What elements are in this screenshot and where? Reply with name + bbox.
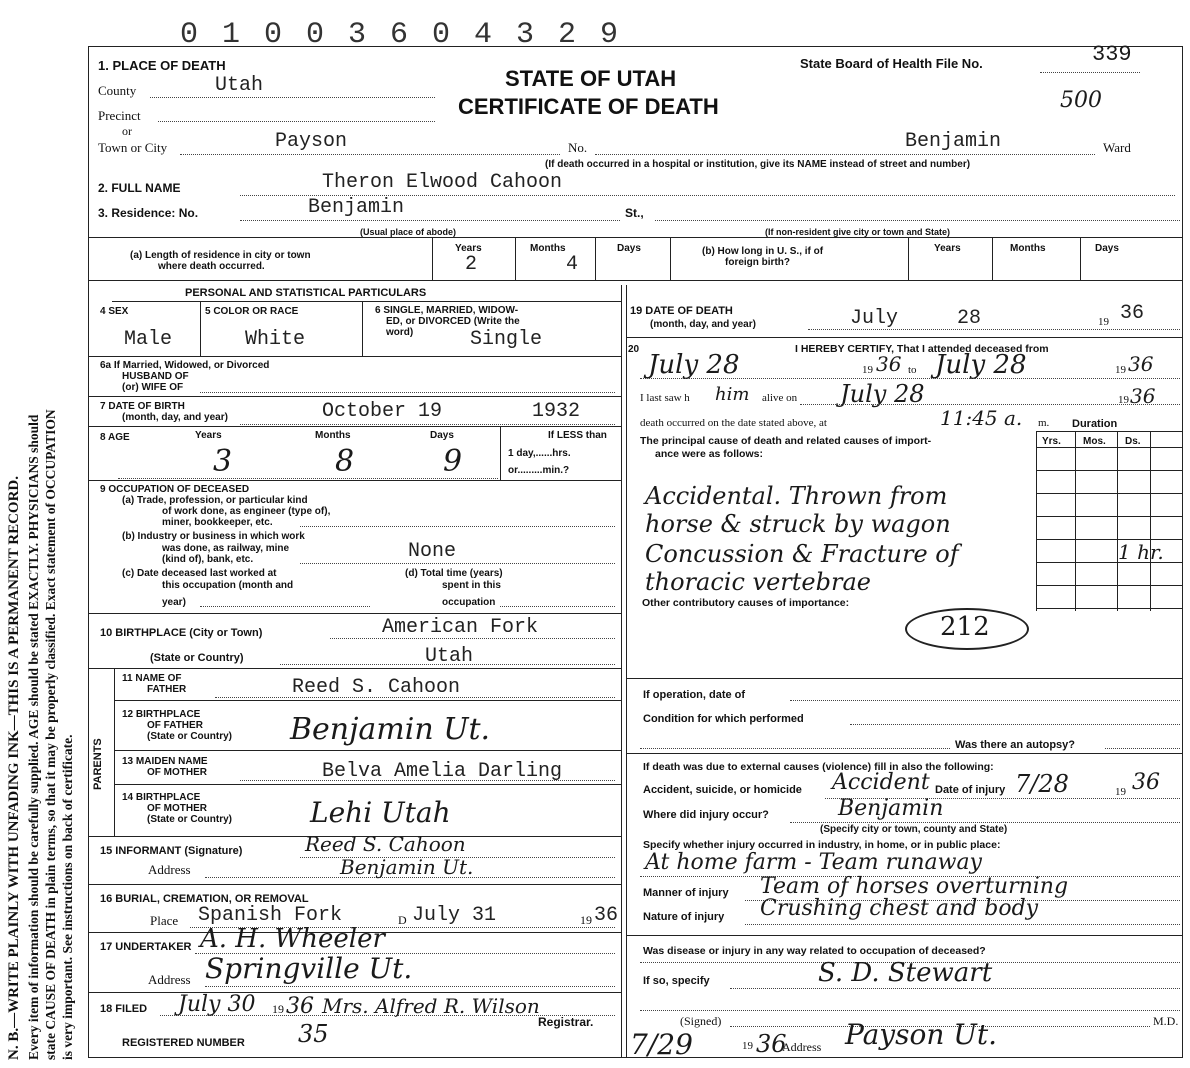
operation-label: If operation, date of [643,689,746,701]
registrar-signature: Mrs. Alfred R. Wilson [322,994,540,1018]
birthplace-state: Utah [425,645,474,668]
signed-date: 7/29 [630,1028,693,1061]
occ-a3: miner, bookkeeper, etc. [162,517,273,528]
certificate-title: CERTIFICATE OF DEATH [458,94,719,119]
injury-date: 7/28 [1015,770,1069,798]
place-section-label: 1. PLACE OF DEATH [98,58,226,73]
informant-address: Benjamin Ut. [340,855,474,879]
signed-year-prefix: 19 [742,1040,753,1052]
full-name-label: 2. FULL NAME [98,181,181,195]
alive-year-prefix: 19 [1118,394,1129,406]
undertaker-address-label: Address [148,972,191,987]
signed-label: (Signed) [680,1014,722,1028]
cause-text-a: The principal cause of death and related causes of import- [640,435,932,447]
cause-line1: Accidental. Thrown from [645,482,948,510]
signed-year: 36 [756,1030,787,1058]
color-value: White [245,328,306,351]
less-label-a: If LESS than [548,430,607,441]
marital-label-c: word) [386,327,414,338]
color-label: 5 COLOR OR RACE [205,306,299,317]
file-no-label: State Board of Health File No. [800,56,983,71]
side-note [4,50,76,1060]
burial-year-prefix: 19 [580,913,592,927]
full-name-value: Theron Elwood Cahoon [322,171,563,194]
md-label: M.D. [1153,1014,1179,1028]
certify-text: I HEREBY CERTIFY, That I attended deceased from [795,343,1049,355]
birthplace-label: 10 BIRTHPLACE (City or Town) [100,627,263,639]
mother-bp-c: (State or Country) [147,814,232,825]
county-value: Utah [215,74,264,97]
physician-signature: S. D. Stewart [818,958,993,988]
condition-label: Condition for which performed [643,713,804,725]
occ-a1: (a) Trade, profession, or particular kind [122,495,308,506]
informant-label: 15 INFORMANT (Signature) [100,845,243,857]
death-date-label-a: 19 DATE OF DEATH [630,305,733,317]
precinct-label: Precinct [98,108,141,123]
occ-b1: (b) Industry or business in which work [122,531,305,542]
us-days-header: Days [1095,243,1119,254]
marital-label-b: ED, or DIVORCED (Write the [386,316,520,327]
occ-c2: this occupation (month and [162,580,294,591]
birthplace-value: American Fork [382,616,539,639]
burial-date-label: D [398,913,407,927]
external-intro: If death was due to external causes (violence) fill in also the following: [643,761,994,773]
undertaker-value: A. H. Wheeler [200,924,385,954]
marital-value: Single [470,328,543,351]
manner-value: Accident [832,770,930,795]
death-time: 11:45 a. [940,406,1023,430]
specify-text: Specify whether injury occurred in industry, in home, or in public place: [643,839,1001,851]
informant-address-label: Address [148,862,191,877]
sex-label: 4 SEX [100,306,129,317]
alive-year: 36 [1130,384,1156,408]
injury-date-label: Date of injury [935,784,1006,796]
filed-date: July 30 [178,992,256,1017]
age-months: 8 [335,444,355,479]
death-date-label-b: (month, day, and year) [650,319,756,330]
occ-c3: year) [162,597,186,608]
town-value: Payson [275,130,348,153]
registrar-label: Registrar. [538,1015,594,1029]
ward-label: Ward [1103,140,1131,155]
us-label-a: (b) How long in U. S., if of [702,246,824,257]
death-year: 36 [1120,302,1145,325]
less-label-b: 1 day,......hrs. [508,448,571,459]
certify-to: July 28 [935,350,1027,380]
cause-line4: thoracic vertebrae [645,568,871,596]
certify-to-year-prefix: 19 [1115,364,1126,376]
death-day: 28 [957,307,982,330]
father-bp-b: OF FATHER [147,720,203,731]
duration-value: 1 hr. [1118,540,1164,564]
regnum-label: REGISTERED NUMBER [122,1037,245,1049]
father-label-b: FATHER [147,684,187,695]
occupation-value: None [408,540,457,563]
residence-value: Benjamin [308,196,405,219]
cause-line3: Concussion & Fracture of [645,540,959,568]
mother-label-a: 13 MAIDEN NAME [122,756,208,767]
st-label: St., [625,206,644,220]
death-month: July [850,307,899,330]
yrs-header: Yrs. [1042,436,1061,447]
us-years-header: Years [934,243,961,254]
last-saw-label: I last saw h [640,392,690,404]
occ-d2: spent in this [442,580,501,591]
age-days-label: Days [430,430,454,441]
residence-label: 3. Residence: No. [98,206,199,220]
days-header: Days [617,243,641,254]
burial-date: July 31 [412,904,497,927]
physician-address: Payson Ut. [845,1018,998,1051]
residence-months: 4 [566,253,579,276]
age-label: 8 AGE [100,432,130,443]
ward-value: Benjamin [905,130,1002,153]
injury-year-prefix: 19 [1115,786,1126,798]
filed-year-prefix: 19 [272,1002,284,1016]
abode-note: (Usual place of abode) [360,227,457,237]
last-saw-him: him [715,384,750,405]
father-bp-value: Benjamin Ut. [290,712,491,747]
mos-header: Mos. [1083,436,1106,447]
parents-side-label: PARENTS [92,738,104,790]
side-note-line3: state CAUSE OF DEATH in plain terms, so that it may be properly classified. Exact statement of OCCUPATION [43,409,58,1060]
certify-to-label: to [908,364,917,376]
age-years-label: Years [195,430,222,441]
specify-label: If so, specify [643,975,710,987]
occupation-label: 9 OCCUPATION OF DECEASED [100,484,250,495]
side-note-line4: is very important. See instructions on back of certificate. [60,734,75,1060]
sex-value: Male [124,328,173,351]
age-years: 3 [213,444,233,479]
where-label: Where did injury occur? [643,809,769,821]
death-year-prefix: 19 [1098,316,1109,328]
nature-label: Nature of injury [643,911,725,923]
years-header: Years [455,243,482,254]
filed-label: 18 FILED [100,1003,148,1015]
father-bp-c: (State or Country) [147,731,232,742]
us-label-b: foreign birth? [725,257,790,268]
manner-of-injury-label: Manner of injury [643,887,729,899]
occ-b2: was done, as railway, mine [162,543,290,554]
m-label: m. [1038,417,1050,429]
length-label-a: (a) Length of residence in city or town [130,250,311,261]
manner-label: Accident, suicide, or homicide [643,784,802,796]
certify-num: 20 [628,344,640,355]
length-label-b: where death occurred. [158,261,265,272]
burial-place: Spanish Fork [198,904,343,927]
duration-label: Duration [1072,418,1118,430]
where-value: Benjamin [838,796,944,821]
burial-label: 16 BURIAL, CREMATION, OR REMOVAL [100,893,309,905]
occ-c1: (c) Date deceased last worked at [122,568,277,579]
hospital-note: (If death occurred in a hospital or institution, give its NAME instead of street and number) [545,159,971,170]
father-value: Reed S. Cahoon [292,676,461,699]
residence-years: 2 [465,253,478,276]
alive-on: July 28 [840,380,925,408]
alive-on-label: alive on [762,392,798,404]
us-months-header: Months [1010,243,1046,254]
physician-address-label: Address [782,1040,822,1054]
file-no: 339 [1092,42,1132,67]
nature-value: Crushing chest and body [760,896,1039,921]
side-note-line2: Every item of information should be carefully supplied. AGE should be stated EXACTLY. PHYSICIANS should [26,414,41,1060]
state-title: STATE OF UTAH [505,66,677,91]
no-label: No. [568,140,588,155]
county-label: County [98,83,137,98]
side-note-line1: N. B.—WRITE PLAINLY WITH UNFADING INK—THIS IS A PERMANENT RECORD. [6,476,22,1060]
father-label-a: 11 NAME OF [122,673,182,684]
burial-year: 36 [594,904,619,927]
contrib-label: Other contributory causes of importance: [642,597,850,609]
filed-year: 36 [286,994,314,1019]
spouse-label-a: 6a If Married, Widowed, or Divorced [100,360,270,371]
extra-no: 500 [1060,88,1102,113]
burial-place-label: Place [150,913,179,928]
personal-header: PERSONAL AND STATISTICAL PARTICULARS [185,287,427,299]
dob-label-a: 7 DATE OF BIRTH [100,401,185,412]
cause-text-b: ance were as follows: [655,448,763,460]
marital-label-a: 6 SINGLE, MARRIED, WIDOW- [375,305,519,316]
occupational-question: Was disease or injury in any way related to occupation of deceased? [643,945,986,957]
contrib-code: 212 [940,612,990,642]
serial-number: 0 1 0 0 3 6 0 4 3 2 9 [180,18,622,52]
months-header: Months [530,243,566,254]
informant-value: Reed S. Cahoon [305,832,466,856]
age-months-label: Months [315,430,351,441]
spouse-label-c: (or) WIFE OF [122,382,184,393]
mother-bp-value: Lehi Utah [310,796,451,829]
mother-bp-a: 14 BIRTHPLACE [122,792,201,803]
or-label: or [122,124,132,138]
mother-value: Belva Amelia Darling [322,760,563,783]
occ-d1: (d) Total time (years) [405,568,503,579]
occ-a2: of work done, as engineer (type of), [162,506,331,517]
birthplace-state-label: (State or Country) [150,652,244,664]
less-label-c: or.........min.? [508,465,570,476]
ds-header: Ds. [1125,436,1141,447]
certify-from-year-prefix: 19 [862,364,873,376]
manner-of-injury: Team of horses overturning [760,874,1069,899]
certify-from-year: 36 [876,352,902,376]
occ-b3: (kind of), bank, etc. [162,554,254,565]
mother-label-b: OF MOTHER [147,767,207,778]
injury-year: 36 [1132,770,1160,795]
where-note: (Specify city or town, county and State) [820,824,1008,835]
occ-d3: occupation [442,597,496,608]
spouse-label-b: HUSBAND OF [122,371,189,382]
cause-line2: horse & struck by wagon [645,510,951,538]
regnum-value: 35 [298,1020,329,1048]
dob-label-b: (month, day, and year) [122,412,228,423]
certify-from: July 28 [648,350,740,380]
undertaker-label: 17 UNDERTAKER [100,941,192,953]
age-days: 9 [443,444,463,479]
occurred-text: death occurred on the date stated above, at [640,417,827,429]
dob-value: October 19 [322,400,443,423]
town-label: Town or City [98,140,168,155]
father-bp-a: 12 BIRTHPLACE [122,709,201,720]
dob-year: 1932 [532,400,581,423]
nonres-note: (If non-resident give city or town and State) [765,227,951,237]
specify-value: At home farm - Team runaway [645,850,982,875]
certify-to-year: 36 [1128,352,1154,376]
mother-bp-b: OF MOTHER [147,803,207,814]
autopsy-label: Was there an autopsy? [955,739,1076,751]
undertaker-address: Springville Ut. [205,952,413,985]
